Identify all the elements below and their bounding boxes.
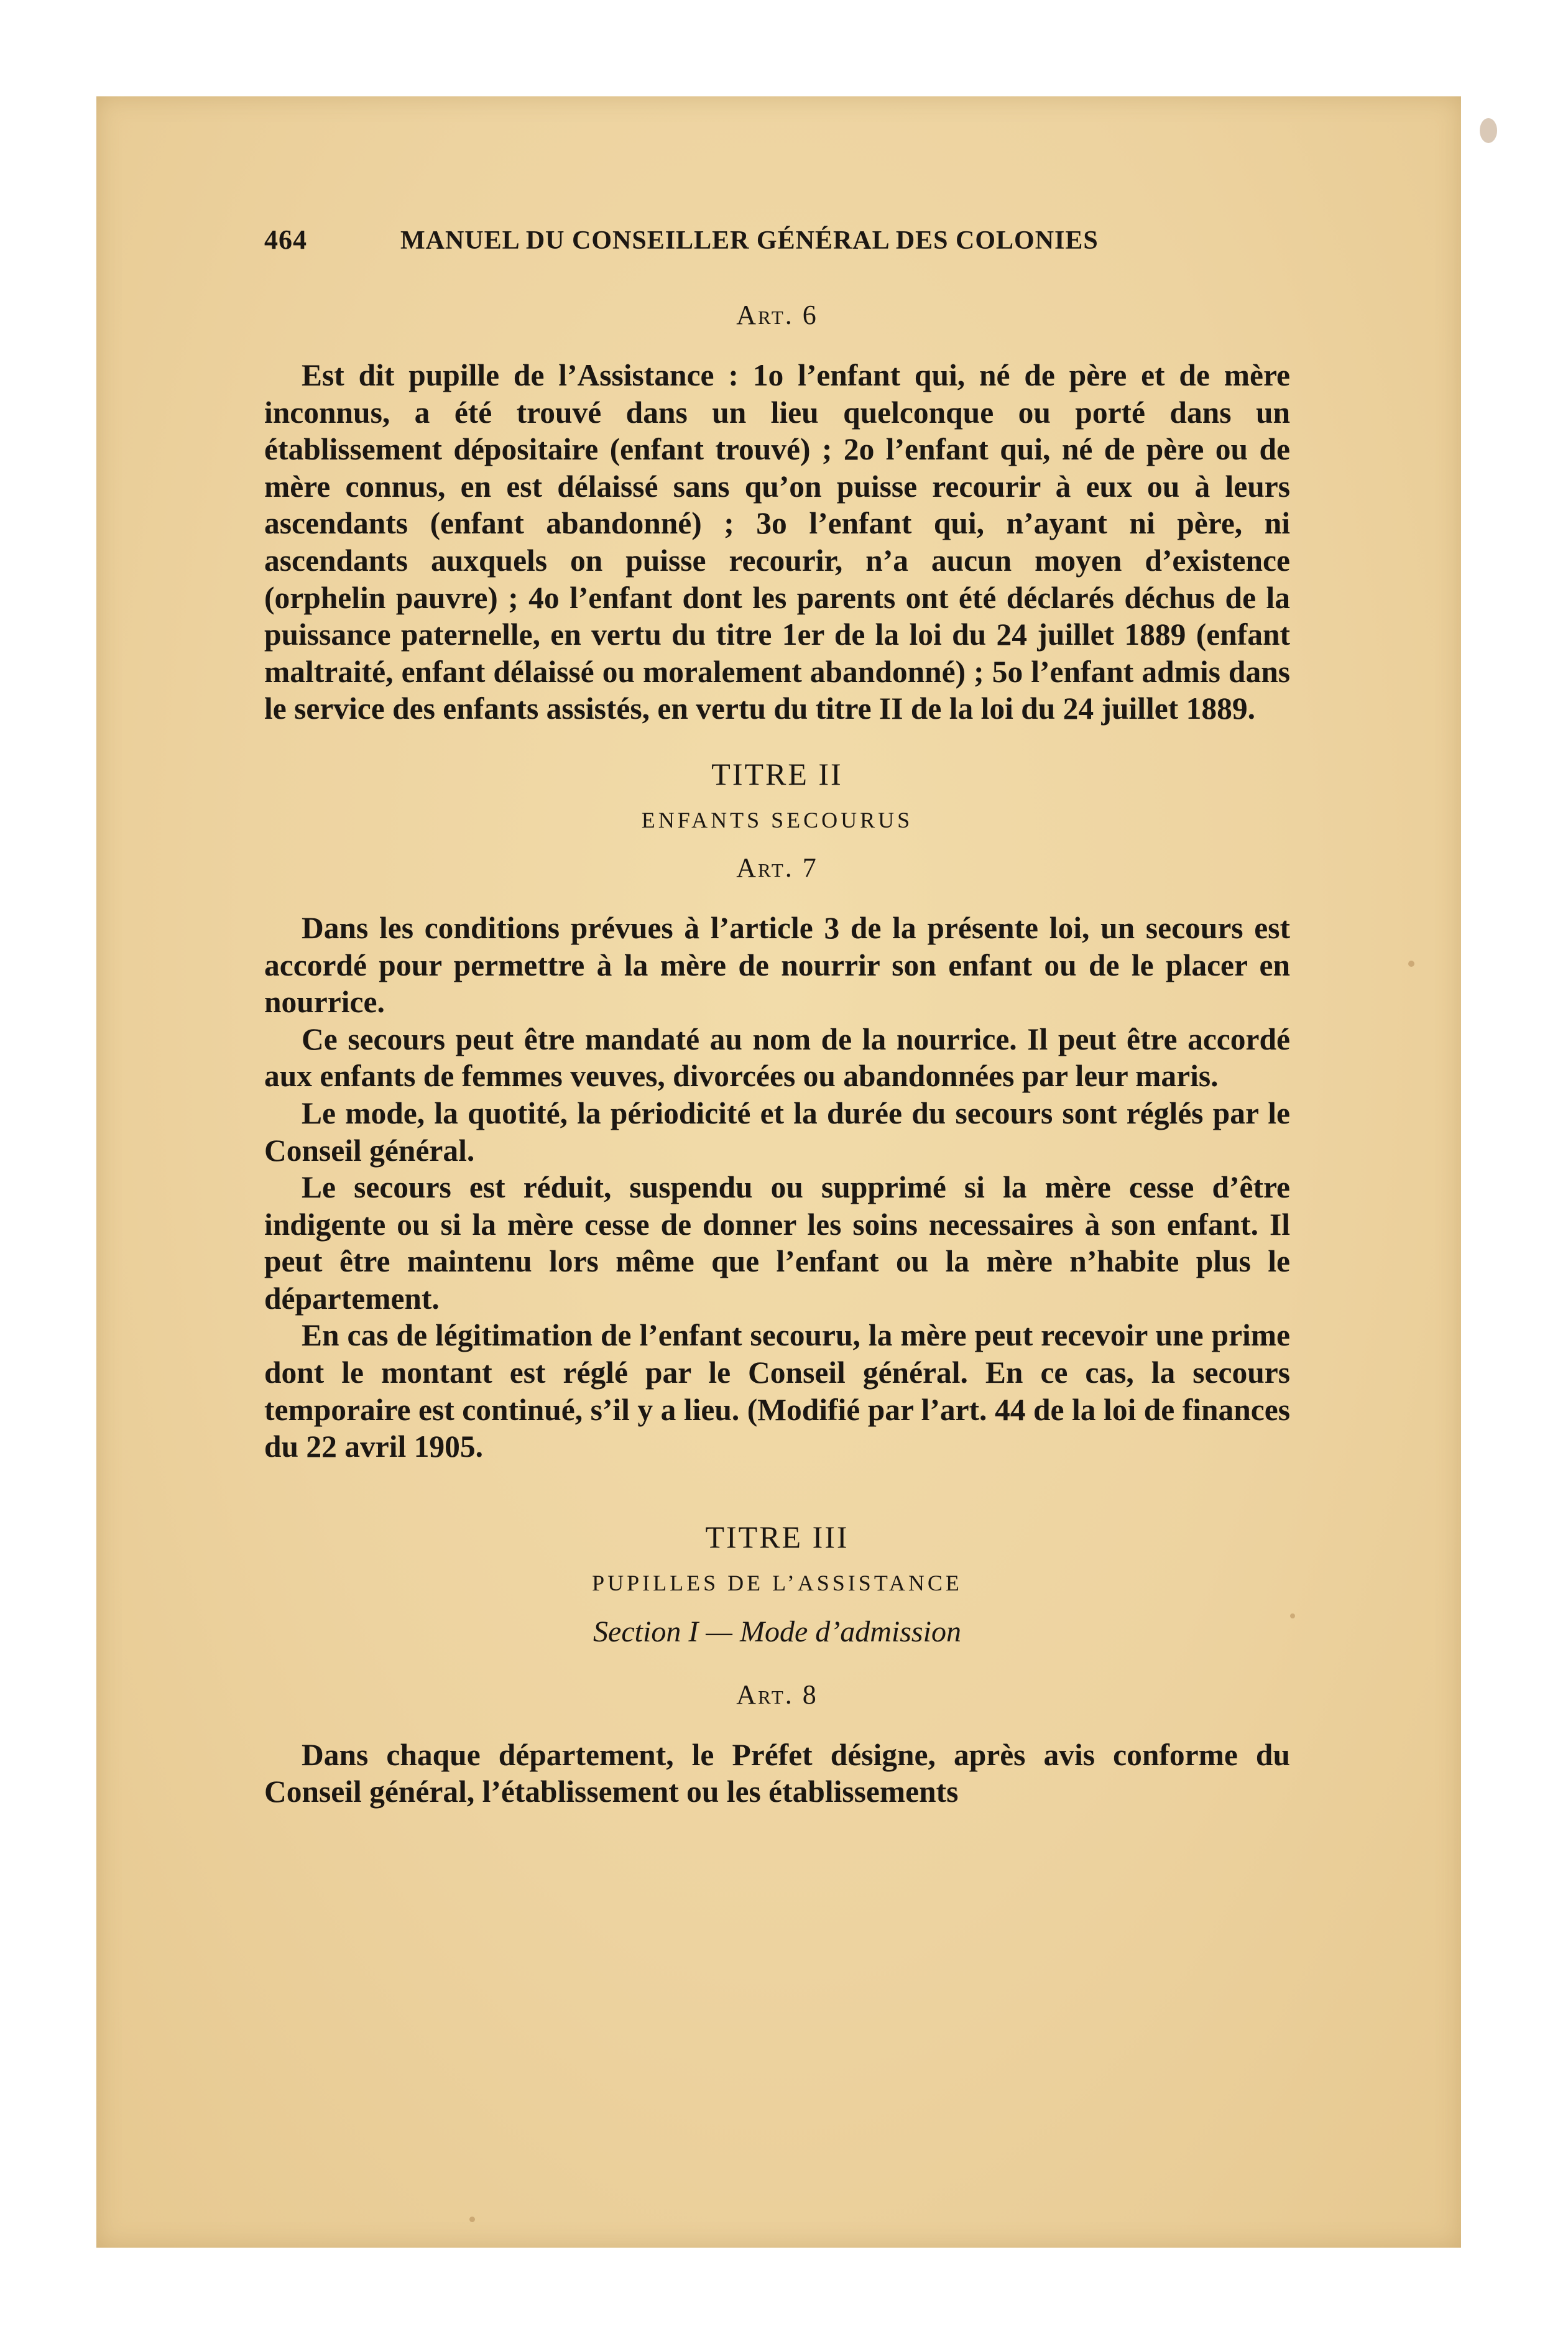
article-paragraph: En cas de légitimation de l’enfant secouru, la mère peut recevoir une prime dont le montant est réglé par le Conseil général. En ce cas, la secours temporaire est continué, s’il y a lieu. (Modifié par l’art. 44 de la loi de finances du 22 avril 1905. (264, 1318, 1290, 1464)
article-heading: Art. 6 (736, 300, 818, 330)
paper-stain (1290, 1613, 1295, 1618)
article-paragraph: Le mode, la quotité, la périodicité et la durée du secours sont réglés par le Conseil général. (264, 1096, 1290, 1168)
article-paragraph: Est dit pupille de l’Assistance : 1o l’enfant qui, né de père et de mère inconnus, a été trouvé dans un lieu quelconque ou porté dans un établissement dépositaire (enfant trouvé) ; 2o l’enfant qui, né de père ou de mère connus, en est délaissé sans qu’on puisse recourir à eux ou à leurs ascendants (enfant abandonné) ; 3o l’enfant qui, n’ayant ni père, ni ascendants auxquels on puisse recourir, n’a aucun moyen d’existence (orphelin pauvre) ; 4o l’enfant dont les parents ont été déclarés déchus de la puissance paternelle, en vertu du titre 1er de la loi du 24 juillet 1889 (enfant maltraité, enfant délaissé ou moralement abandonné) ; 5o l’enfant admis dans le service des enfants assistés, en vertu du titre II de la loi du 24 juillet 1889. (264, 358, 1290, 726)
titre-subheading: PUPILLES DE L’ASSISTANCE (592, 1570, 962, 1595)
paper-stain (1480, 118, 1497, 143)
article-paragraph: Le secours est réduit, suspendu ou supprimé si la mère cesse d’être indigente ou si la mère cesse de donner les soins necessaires à son enfant. Il peut être maintenu lors même que l’enfant ou la mère n’habite plus le département. (264, 1170, 1290, 1316)
article-paragraph: Dans les conditions prévues à l’article 3 de la présente loi, un secours est accordé pour permettre à la mère de nourrir son enfant ou de le placer en nourrice. (264, 910, 1290, 1020)
article-paragraph: Ce secours peut être mandaté au nom de la nourrice. Il peut être accordé aux enfants de femmes veuves, divorcées ou abandonnées par leur maris. (264, 1022, 1290, 1094)
titre-subheading: ENFANTS SECOURUS (641, 807, 913, 833)
paper-stain (469, 2217, 475, 2222)
page-content (264, 224, 1290, 1811)
page-number: 464 (264, 224, 307, 255)
article-paragraph: Dans chaque département, le Préfet désigne, après avis conforme du Conseil général, l’établissement ou les établissements (264, 1737, 1290, 1809)
article-heading: Art. 8 (736, 1679, 818, 1710)
section-heading: Section I — Mode d’admission (593, 1615, 961, 1648)
titre-heading: TITRE II (711, 756, 843, 791)
titre-heading: TITRE III (705, 1519, 849, 1554)
running-title: MANUEL DU CONSEILLER GÉNÉRAL DES COLONIES (400, 226, 1099, 255)
article-heading: Art. 7 (736, 852, 818, 883)
paper-stain (1408, 961, 1414, 967)
running-header (264, 224, 1290, 256)
